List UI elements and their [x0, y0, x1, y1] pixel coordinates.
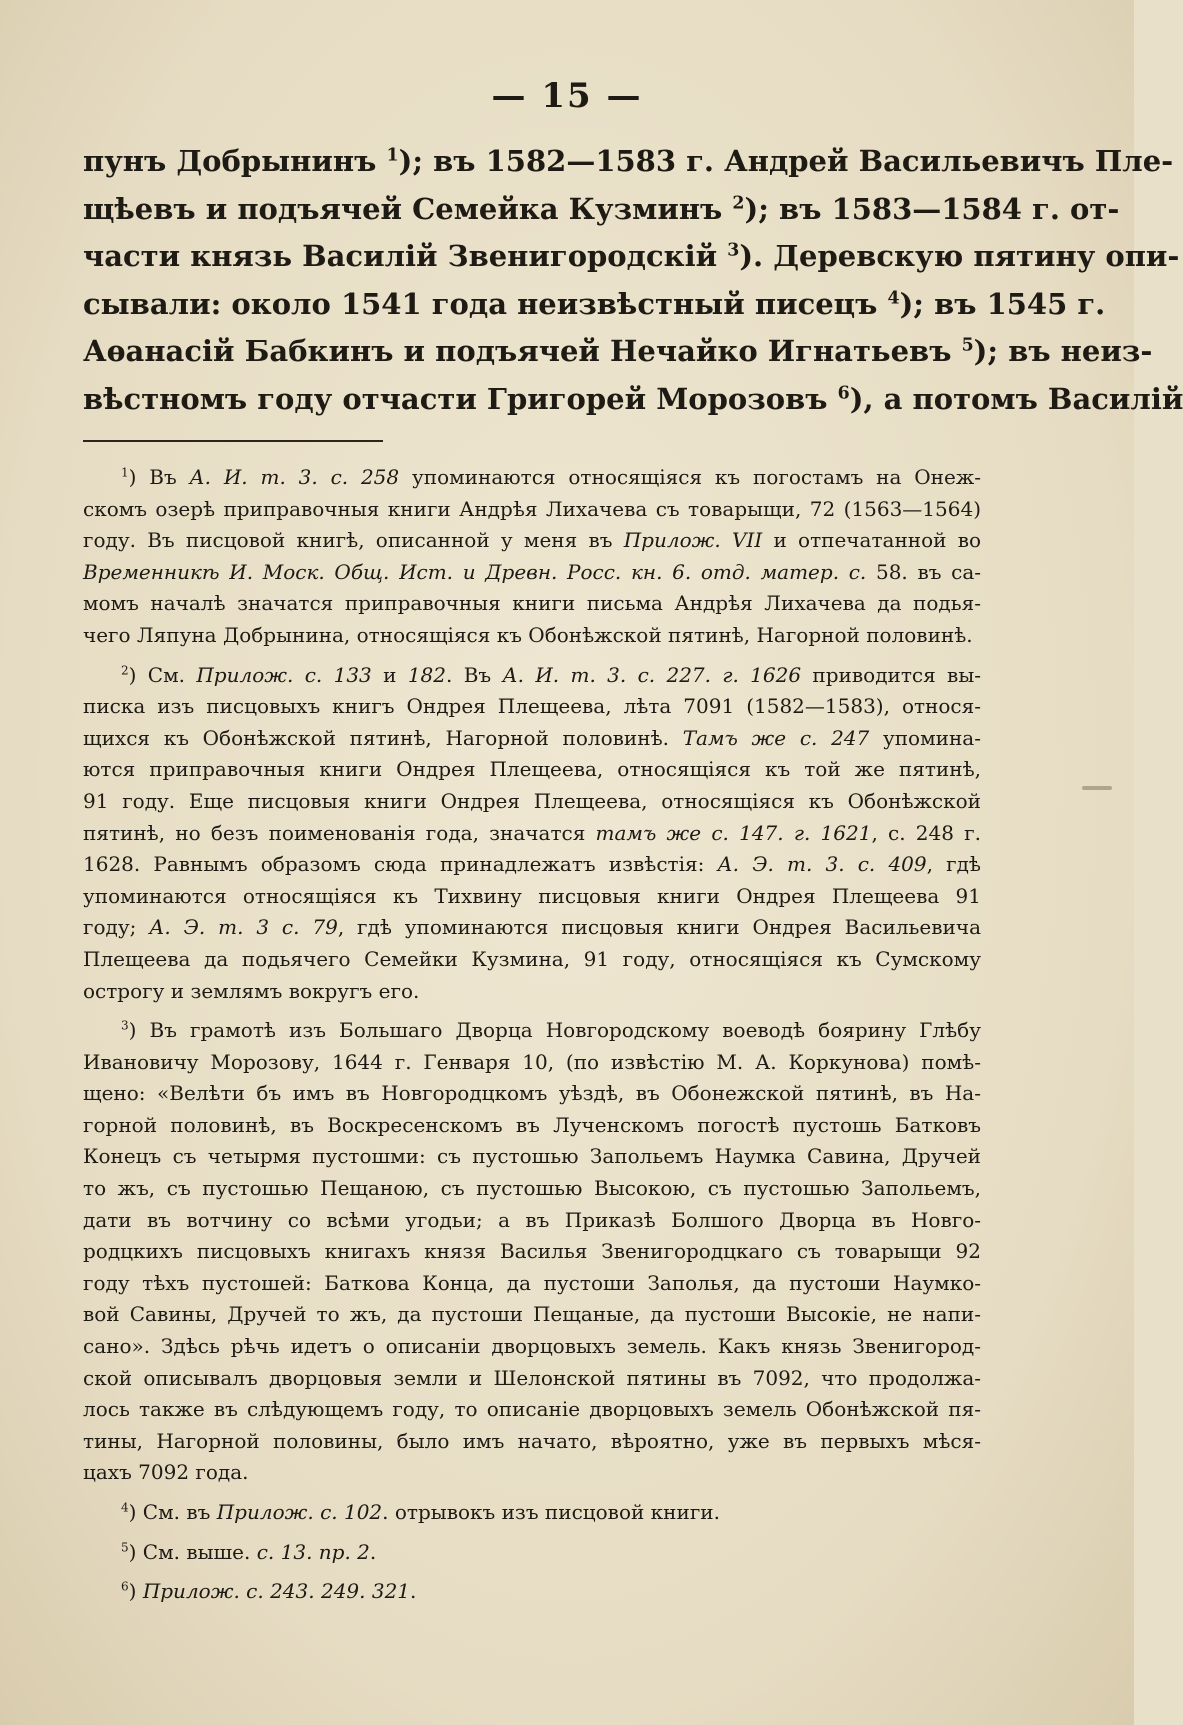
text-run: ) См. — [128, 662, 197, 687]
page-number: — 15 — — [491, 76, 643, 116]
footnote — [83, 1497, 981, 1529]
text-run: ); въ 1582—1583 г. Андрей Васильевичъ Пле- — [398, 144, 1174, 178]
main-text — [83, 138, 1183, 423]
text-run: ), а потомъ Василій — [849, 381, 1183, 416]
footnote-line — [83, 976, 981, 1008]
footnote-number: 3 — [121, 1018, 129, 1033]
margin-smudge — [1082, 786, 1112, 790]
text-run: Плещеева да подьячего Семейки Кузмина, 91 году, относящіяся къ Сумскому — [83, 946, 981, 971]
text-run: 1628. Равнымъ образомъ сюда принадлежатъ извѣстія: — [83, 852, 718, 877]
text-run: Ивановичу Морозову, 1644 г. Генваря 10, (по извѣстію М. А. Коркунова) помѣ- — [83, 1049, 981, 1074]
text-run: , с. 248 г. — [871, 820, 981, 845]
footnote-separator — [83, 440, 383, 442]
text-run: сывали: около 1541 года неизвѣстный писецъ — [83, 286, 888, 321]
footnote — [83, 462, 981, 652]
footnote-line — [83, 912, 981, 944]
footnote — [83, 1015, 981, 1489]
text-run: ) См. выше. — [128, 1539, 257, 1564]
text-run: году; — [83, 915, 150, 940]
footnote-line — [83, 754, 981, 786]
footnotes — [83, 462, 981, 1608]
footnote-ref: 6 — [837, 382, 850, 403]
text-run: ской описывалъ дворцовыя земли и Шелонской пятины въ 7092, что продолжа- — [83, 1365, 981, 1390]
text-run: то жъ, съ пустошью Пещаною, съ пустошью Высокою, съ пустошью Запольемъ, — [83, 1176, 981, 1201]
footnote-number: 4 — [121, 1500, 129, 1515]
footnote-line — [83, 1299, 981, 1331]
text-run: , гдѣ упоминаются писцовыя книги Ондрея Васильевича — [337, 915, 981, 940]
text-run: . — [369, 1539, 377, 1564]
footnote-line — [83, 723, 981, 755]
footnote-ref: 5 — [961, 335, 974, 356]
text-run: сано». Здѣсь рѣчь идетъ о описаніи дворцовыхъ земель. Какъ князь Звенигород- — [83, 1334, 981, 1359]
main-text-line — [83, 138, 1174, 186]
footnote-number: 5 — [121, 1539, 129, 1554]
text-run: скомъ озерѣ приправочныя книги Андрѣя Лихачева съ товарыщи, 72 (1563—1564) — [83, 496, 981, 521]
footnote-line — [83, 1426, 981, 1458]
text-run: Конецъ съ четырмя пустошми: съ пустошью Запольемъ Наумка Савина, Дручей — [83, 1144, 981, 1169]
text-run: вѣстномъ году отчасти Григорей Морозовъ — [83, 381, 838, 416]
text-run: и — [371, 662, 408, 687]
footnote-line — [83, 1576, 981, 1608]
footnote-number: 1 — [121, 465, 129, 480]
text-run: ); въ 1545 г. — [899, 286, 1106, 321]
citation-italic: А. И. т. 3. с. 258 — [189, 465, 400, 489]
footnote-line — [83, 588, 981, 620]
text-run: ются приправочныя книги Ондрея Плещеева, относящіяся къ той же пятинѣ, — [83, 757, 981, 782]
footnote-line — [83, 881, 981, 913]
citation-italic: А. Э. т. 3 с. 79 — [149, 915, 338, 940]
text-run: . — [410, 1579, 417, 1604]
text-run: . отрывокъ изъ писцовой книги. — [382, 1500, 720, 1524]
text-run: ) См. въ — [128, 1500, 217, 1524]
main-text-line — [83, 186, 1120, 234]
footnote-line — [83, 1268, 981, 1300]
text-run: щѣевъ и подъячей Семейка Кузминъ — [83, 191, 733, 226]
text-run: щихся къ Обонѣжской пятинѣ, Нагорной половинѣ. — [83, 725, 683, 750]
text-run: году тѣхъ пустошей: Баткова Конца, да пустоши Заполья, да пустоши Наумко- — [83, 1270, 981, 1295]
footnote-line — [83, 1236, 981, 1268]
footnote-line — [83, 691, 981, 723]
footnote-ref: 3 — [727, 240, 740, 261]
footnote-line — [83, 557, 981, 589]
text-run: части князь Василій Звенигородскій — [83, 239, 728, 273]
text-run: вой Савины, Дручей то жъ, да пустоши Пещаные, да пустоши Высокіе, не напи- — [83, 1302, 981, 1327]
main-text-line — [83, 328, 1153, 376]
footnote-line — [83, 1078, 981, 1110]
citation-italic: Прилож. с. 102 — [216, 1500, 383, 1524]
text-run: чего Ляпуна Добрынина, относящіяся къ Обонѣжской пятинѣ, Нагорной половинѣ. — [83, 622, 973, 647]
footnote — [83, 1537, 981, 1569]
text-run: писка изъ писцовыхъ книгъ Ондрея Плещеева, лѣта 7091 (1582—1583), относя- — [83, 694, 981, 719]
footnote-line — [83, 849, 981, 881]
text-run: ) Въ — [128, 465, 190, 489]
text-run: упомина- — [869, 725, 981, 750]
text-run: ). Деревскую пятину опи- — [739, 239, 1180, 273]
footnote-line — [83, 786, 981, 818]
footnote-number: 2 — [121, 662, 129, 677]
text-run: ); въ 1583—1584 г. от- — [744, 191, 1120, 226]
citation-italic: тамъ же с. 147. г. 1621 — [595, 820, 872, 845]
footnote-line — [83, 1457, 981, 1489]
text-run: момъ началѣ значатся приправочныя книги письма Андрѣя Лихачева да подья- — [83, 591, 981, 616]
footnote-ref: 1 — [386, 145, 399, 166]
text-run: упоминаются относящіяся къ Тихвину писцовыя книги Ондрея Плещеева 91 — [83, 883, 981, 908]
citation-italic: А. И. т. 3. с. 227. г. 1626 — [502, 662, 802, 687]
text-run: приводится вы- — [801, 662, 981, 687]
citation-italic: 182 — [407, 662, 446, 687]
text-run: 58. въ са- — [866, 559, 981, 584]
text-run: тины, Нагорной половины, было имъ начато, вѣроятно, уже въ первыхъ мѣся- — [83, 1428, 981, 1453]
text-run: цахъ 7092 года. — [83, 1460, 249, 1485]
text-run: родцкихъ писцовыхъ книгахъ князя Василья Звенигородцкаго съ товарыщи 92 — [83, 1239, 981, 1264]
main-text-line — [83, 376, 1183, 424]
footnote-line — [83, 1394, 981, 1426]
footnote-number: 6 — [121, 1579, 129, 1594]
citation-italic: А. Э. т. 3. с. 409 — [717, 852, 927, 877]
footnote-line — [83, 1141, 981, 1173]
footnote-line — [83, 1015, 981, 1047]
main-text-line — [83, 233, 1180, 281]
footnote — [83, 1576, 981, 1608]
footnote-line — [83, 620, 981, 652]
text-run: упоминаются относящіяся къ погостамъ на Онеж- — [399, 465, 981, 489]
footnote-line — [83, 944, 981, 976]
footnote-line — [83, 1331, 981, 1363]
main-text-line — [83, 281, 1106, 329]
text-run: острогу и землямъ вокругъ его. — [83, 978, 420, 1003]
text-run: . Въ — [446, 662, 503, 687]
footnote-line — [83, 1205, 981, 1237]
text-run: лось также въ слѣдующемъ году, то описаніе дворцовыхъ земель Обонѣжской пя- — [83, 1397, 981, 1422]
footnote-line — [83, 1363, 981, 1395]
footnote-line — [83, 525, 981, 557]
text-run: ) — [128, 1579, 143, 1604]
text-run: ); въ неиз- — [973, 334, 1153, 368]
footnote-line — [83, 660, 981, 692]
citation-italic: Прилож. VII — [623, 528, 763, 553]
citation-italic: Временникѣ И. Моск. Общ. Ист. и Древн. Росс. кн. 6. отд. матер. с. — [83, 559, 867, 584]
footnote-line — [83, 1537, 981, 1569]
footnote-line — [83, 1047, 981, 1079]
footnote — [83, 660, 981, 1008]
footnote-line — [83, 818, 981, 850]
text-run: горной половинѣ, въ Воскресенскомъ въ Лученскомъ погостѣ пустошь Батковъ — [83, 1112, 981, 1137]
text-run: щено: «Велѣти бъ имъ въ Новгородцкомъ уѣздѣ, въ Обонежской пятинѣ, въ На- — [83, 1081, 981, 1106]
footnote-ref: 4 — [887, 287, 900, 308]
text-run: и отпечатанной во — [762, 528, 982, 553]
text-run: Аѳанасій Бабкинъ и подъячей Нечайко Игнатьевъ — [83, 334, 962, 368]
footnote-line — [83, 462, 981, 494]
text-run: , гдѣ — [926, 852, 981, 877]
footnote-ref: 2 — [732, 192, 745, 213]
text-run: дати въ вотчину со всѣми угодьи; а въ Приказѣ Болшого Дворца въ Новго- — [83, 1207, 981, 1232]
text-run: пятинѣ, но безъ поименованія года, значатся — [83, 820, 596, 845]
text-run: году. Въ писцовой книгѣ, описанной у меня въ — [83, 528, 624, 553]
footnote-line — [83, 1110, 981, 1142]
text-run: 91 году. Еще писцовыя книги Ондрея Плещеева, относящіяся къ Обонѣжской — [83, 788, 981, 813]
footnote-line — [83, 494, 981, 526]
citation-italic: Прилож. с. 133 — [196, 662, 372, 687]
text-run: пунъ Добрынинъ — [83, 144, 387, 178]
text-run: ) Въ грамотѣ изъ Большаго Дворца Новгородскому воеводѣ боярину Глѣбу — [128, 1018, 981, 1043]
citation-italic: Прилож. с. 243. 249. 321 — [142, 1579, 411, 1604]
footnote-line — [83, 1173, 981, 1205]
footnote-line — [83, 1497, 981, 1529]
citation-italic: Тамъ же с. 247 — [682, 725, 870, 750]
citation-italic: с. 13. пр. 2 — [256, 1539, 370, 1564]
